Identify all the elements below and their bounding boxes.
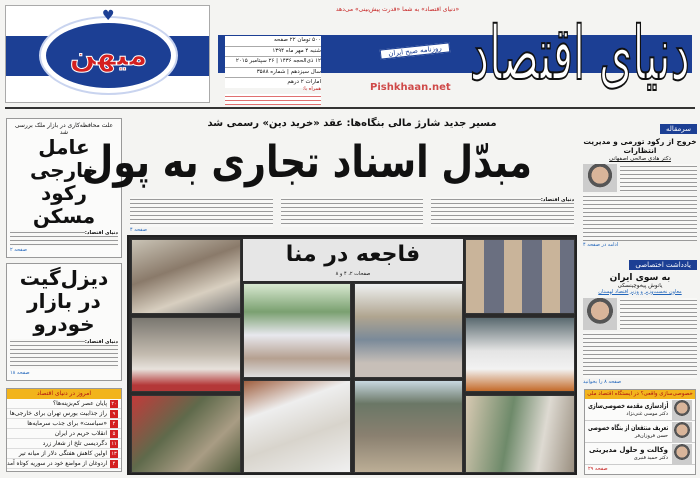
source: دنیای اقتصاد: — [84, 230, 118, 236]
uae-price: امارات ۲ درهم — [287, 79, 321, 85]
collage-pages: صفحات ۲، ۴ و ۸ — [335, 271, 371, 277]
kicker: علت محافظه‌کاری در بازار ملک بررسی شد — [14, 122, 114, 136]
privatization-box — [584, 389, 696, 475]
continue-link[interactable]: ادامه در صفحه ۴ — [583, 241, 619, 248]
today-item-label: پایان عصر کم‌بزینه‌ها؟ — [52, 400, 107, 407]
collage-title: فاجعه در منا — [285, 242, 421, 267]
photo — [465, 317, 575, 392]
author-photo — [672, 422, 692, 442]
today-item-label: اولین کاهش هفتگی دلار از میانه تیر — [18, 450, 107, 457]
issue-number: سال سیزدهم | شماره ۳۵۸۸ — [225, 68, 321, 79]
privatization-item[interactable] — [585, 421, 695, 443]
stamp: روزنامه صبح ایران — [380, 42, 451, 59]
page-link[interactable]: صفحه ۲۹ — [588, 466, 608, 472]
page-number-badge: ۵ — [110, 430, 118, 438]
item-author: دکتر حمید قنبری — [633, 455, 668, 461]
page-number-badge: ۴ — [110, 420, 118, 428]
privatization-item[interactable] — [585, 443, 695, 465]
editorial-author: دکتر هادی صالحی اصفهانی — [609, 156, 671, 162]
today-item[interactable] — [7, 459, 121, 469]
privatization-item[interactable] — [585, 399, 695, 421]
date-other: ۱۲ ذی‌الحجه ۱۴۳۶ | ۲۶ سپتامبر ۲۰۱۵ — [225, 57, 321, 68]
page-number-badge: ۹ — [110, 410, 118, 418]
lead-headline-wrap — [81, 131, 577, 195]
note-role: معاون نخست‌وزیر و وزیر اقتصاد لهستان — [598, 288, 682, 295]
privatization-title-wrap — [585, 390, 695, 399]
masthead-title[interactable]: دنیای اقتصاد — [470, 11, 690, 97]
today-item[interactable] — [7, 429, 121, 439]
supplement-text — [225, 94, 321, 105]
today-item[interactable] — [7, 449, 121, 459]
item-headline: آزادسازی مقدمه خصوصی‌سازی — [588, 402, 668, 410]
page-link[interactable]: صفحه ۴ — [130, 227, 147, 233]
today-item[interactable] — [7, 419, 121, 429]
today-item-label: انقلاب حریم در ایران — [54, 430, 107, 437]
right-column — [583, 116, 697, 386]
today-item[interactable] — [7, 409, 121, 419]
author-photo — [672, 400, 692, 420]
today-item-label: اردوغان از مواضع خود در سوریه کوتاه آمد — [7, 460, 107, 467]
photo — [243, 380, 351, 473]
page-link[interactable]: صفحه ۲ — [10, 246, 118, 254]
lead-headline[interactable]: مبدّل اسناد تجاری به پول — [81, 137, 532, 188]
masthead-slogan: «دنیای اقتصاد» به شما «قدرت پیش‌بینی» می‌دهد — [335, 6, 460, 13]
heart-icon: ♥ — [102, 8, 115, 24]
today-item[interactable] — [7, 439, 121, 449]
photo — [243, 283, 351, 378]
today-title: امروز در دنیای اقتصاد — [7, 389, 121, 399]
issue-info — [225, 36, 321, 88]
watermark: Pishkhaan.net — [370, 82, 451, 93]
brand-name: میهن — [69, 38, 148, 73]
source: دنیای اقتصاد: — [84, 339, 118, 345]
page-number-badge: ۱۱ — [111, 440, 117, 447]
today-item-label: راز جذابیت بورس تهران برای خارجی‌ها — [9, 410, 107, 417]
photo-collage[interactable] — [127, 235, 577, 475]
today-item-label: دگردیسی تلخ از شعار زرد — [42, 440, 107, 447]
price: ۵۰۰ تومان ۲۲ صفحه — [225, 36, 321, 47]
note-headline[interactable]: به سوی ایران — [609, 272, 671, 283]
page-number-badge: ۴ — [110, 460, 118, 468]
page-number-badge: ۱۳ — [111, 450, 117, 457]
collage-title-box — [243, 239, 463, 281]
photo — [131, 239, 241, 314]
item-author: حسن فروزان‌فر — [634, 433, 668, 439]
author-photo — [672, 444, 692, 464]
today-box — [6, 388, 122, 472]
photo — [131, 317, 241, 392]
masthead-rule — [5, 107, 695, 109]
item-author: دکتر موسی غنی‌نژاد — [626, 411, 668, 417]
page-number-badge: ۲۰ — [111, 400, 117, 407]
lead-body — [130, 197, 574, 227]
today-item[interactable] — [7, 399, 121, 409]
photo — [354, 283, 463, 378]
lead-kicker: مسیر جدید شارژ مالی بنگاه‌ها: عقد «خرید دین» رسمی شد — [207, 118, 497, 129]
source: دنیای اقتصاد: — [540, 197, 575, 203]
page-link[interactable]: صفحه ۱۸ — [10, 369, 118, 377]
editorial-tag: سرمقاله — [660, 124, 697, 134]
continue-link[interactable]: صفحه ۸ را بخوانید — [583, 379, 622, 385]
privatization-title: خصوصی‌سازی واقعی؟ در ایستگاه اقتصاد ملی — [587, 391, 693, 397]
note-author: یانوش پیخوچینسکی — [617, 282, 663, 289]
note-tag: یادداشت اختصاصی — [629, 260, 697, 270]
photo — [354, 380, 463, 473]
editorial-headline[interactable]: خروج از رکود تورمی و مدیریت انتظارات — [583, 137, 697, 155]
today-item-label: «سیاست» برای جذب سرمایه‌ها — [27, 420, 107, 427]
story-dieselgate[interactable] — [6, 263, 122, 381]
date-persian: شنبه ۴ مهر ماه ۱۳۹۴ — [225, 47, 321, 58]
photo — [465, 239, 575, 314]
author-photo — [583, 298, 617, 330]
headline[interactable]: عامل خارجی رکود مسکن — [29, 135, 99, 228]
author-photo — [583, 164, 617, 192]
masthead-title-wrap — [470, 0, 690, 108]
photo — [131, 395, 241, 473]
supplement-label: همراه با: — [302, 86, 321, 92]
item-headline: تعریف منتفعان از بنگاه خصوصی — [588, 424, 668, 432]
ad-box[interactable] — [5, 5, 210, 103]
mihan-logo — [41, 18, 176, 93]
item-headline: وکالت و حلول مدیریتی — [588, 446, 668, 454]
photo — [465, 395, 575, 473]
headline[interactable]: دیزل‌گیت در بازار خودرو — [19, 266, 109, 336]
